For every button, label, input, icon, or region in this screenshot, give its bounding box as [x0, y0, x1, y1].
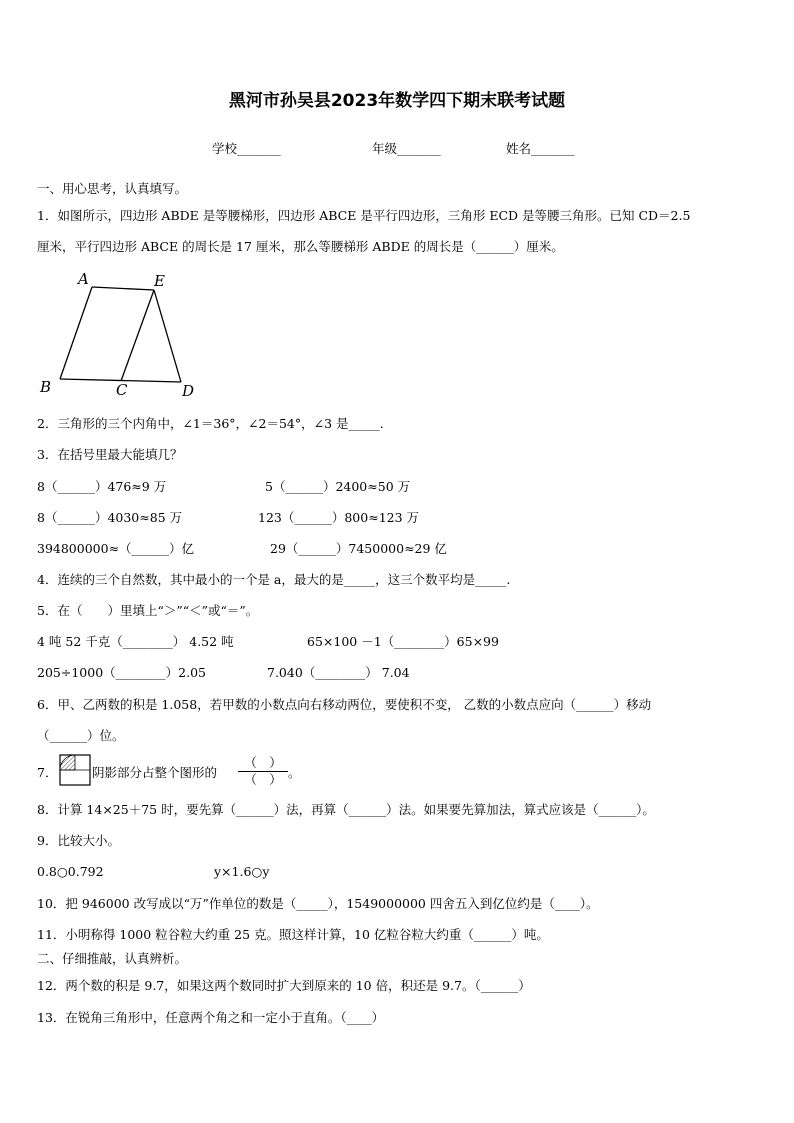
q3-row-3-left: 394800000≈（______）亿: [37, 541, 195, 556]
q5-row-1-left: 4 吨 52 千克（________） 4.52 吨: [37, 634, 234, 649]
question-8: 8．计算 14×25＋75 时，要先算（______）法，再算（______）法。如果要先算加法，算式应该是（______）。: [37, 802, 655, 817]
question-5: 5．在（ ）里填上“＞”“＜”或“＝”。: [37, 603, 259, 618]
edge-ed: [154, 290, 181, 382]
q3-row-2-left: 8（______）4030≈85 万: [37, 510, 183, 525]
label-c: C: [116, 381, 128, 399]
shaded-square-figure: [59, 754, 91, 786]
question-6-line-1: 6．甲、乙两数的积是 1.058，若甲数的小数点向右移动两位，要使积不变， 乙数的小数点应向（______）移动: [37, 697, 652, 712]
question-10: 10．把 946000 改写成以“万”作单位的数是（_____），1549000000 四舍五入到亿位约是（____）。: [37, 896, 599, 911]
question-7-suffix: 。: [288, 765, 301, 780]
q3-row-1-right: 5（______）2400≈50 万: [265, 479, 411, 494]
question-6-line-2: （______）位。: [37, 728, 125, 743]
label-d: D: [182, 382, 195, 400]
question-2: 2．三角形的三个内角中，∠1＝36°，∠2＝54°，∠3 是_____.: [37, 416, 384, 431]
label-e: E: [154, 272, 165, 290]
question-11: 11．小明称得 1000 粒谷粒大约重 25 克。照这样计算，10 亿粒谷粒大约重（______）吨。: [37, 927, 549, 942]
label-b: B: [40, 378, 52, 396]
question-13: 13．在锐角三角形中，任意两个角之和一定小于直角。（____）: [37, 1010, 385, 1025]
trapezoid-figure: [36, 268, 206, 403]
question-3: 3．在括号里最大能填几？: [37, 447, 183, 462]
q9-left: 0.8○0.792: [37, 864, 104, 879]
question-1-line-2: 厘米，平行四边形 ABCE 的周长是 17 厘米，那么等腰梯形 ABDE 的周长是（______）厘米。: [37, 239, 564, 254]
fraction-denominator: （ ）: [244, 772, 282, 787]
q5-row-1-right: 65×100 －1（________）65×99: [307, 634, 499, 649]
edge-ae: [92, 287, 154, 290]
question-7-fraction: [238, 756, 288, 787]
section-2-heading: 二、仔细推敲，认真辨析。: [37, 951, 188, 966]
question-12: 12．两个数的积是 9.7，如果这两个数同时扩大到原来的 10 倍，积还是 9.7。（______）: [37, 978, 531, 993]
school-field: 学校_______: [212, 141, 281, 156]
q3-row-1-left: 8（______）476≈9 万: [37, 479, 167, 494]
page-title: 黑河市孙吴县2023年数学四下期末联考试题: [228, 91, 566, 111]
section-1-heading: 一、用心思考，认真填写。: [37, 181, 188, 196]
name-field: 姓名_______: [506, 141, 575, 156]
edge-ec: [121, 290, 154, 381]
q3-row-2-right: 123（______）800≈123 万: [258, 510, 420, 525]
question-4: 4．连续的三个自然数，其中最小的一个是 a，最大的是_____，这三个数平均是_____.: [37, 572, 511, 587]
q3-row-3-right: 29（______）7450000≈29 亿: [270, 541, 447, 556]
q9-right: y×1.6○y: [214, 864, 270, 879]
edge-ab: [60, 287, 92, 379]
fraction-numerator: （ ）: [238, 756, 288, 772]
question-7-text: 阴影部分占整个图形的: [92, 765, 218, 780]
grade-field: 年级_______: [372, 141, 441, 156]
question-7-number: 7．: [37, 765, 58, 780]
label-a: A: [78, 270, 89, 288]
question-1-line-1: 1．如图所示，四边形 ABDE 是等腰梯形，四边形 ABCE 是平行四边形，三角形 ECD 是等腰三角形。已知 CD＝2.5: [37, 208, 691, 223]
q5-row-2-left: 205÷1000（________）2.05: [37, 665, 206, 680]
question-9: 9．比较大小。: [37, 833, 120, 848]
q5-row-2-right: 7.040（________） 7.04: [267, 665, 410, 680]
